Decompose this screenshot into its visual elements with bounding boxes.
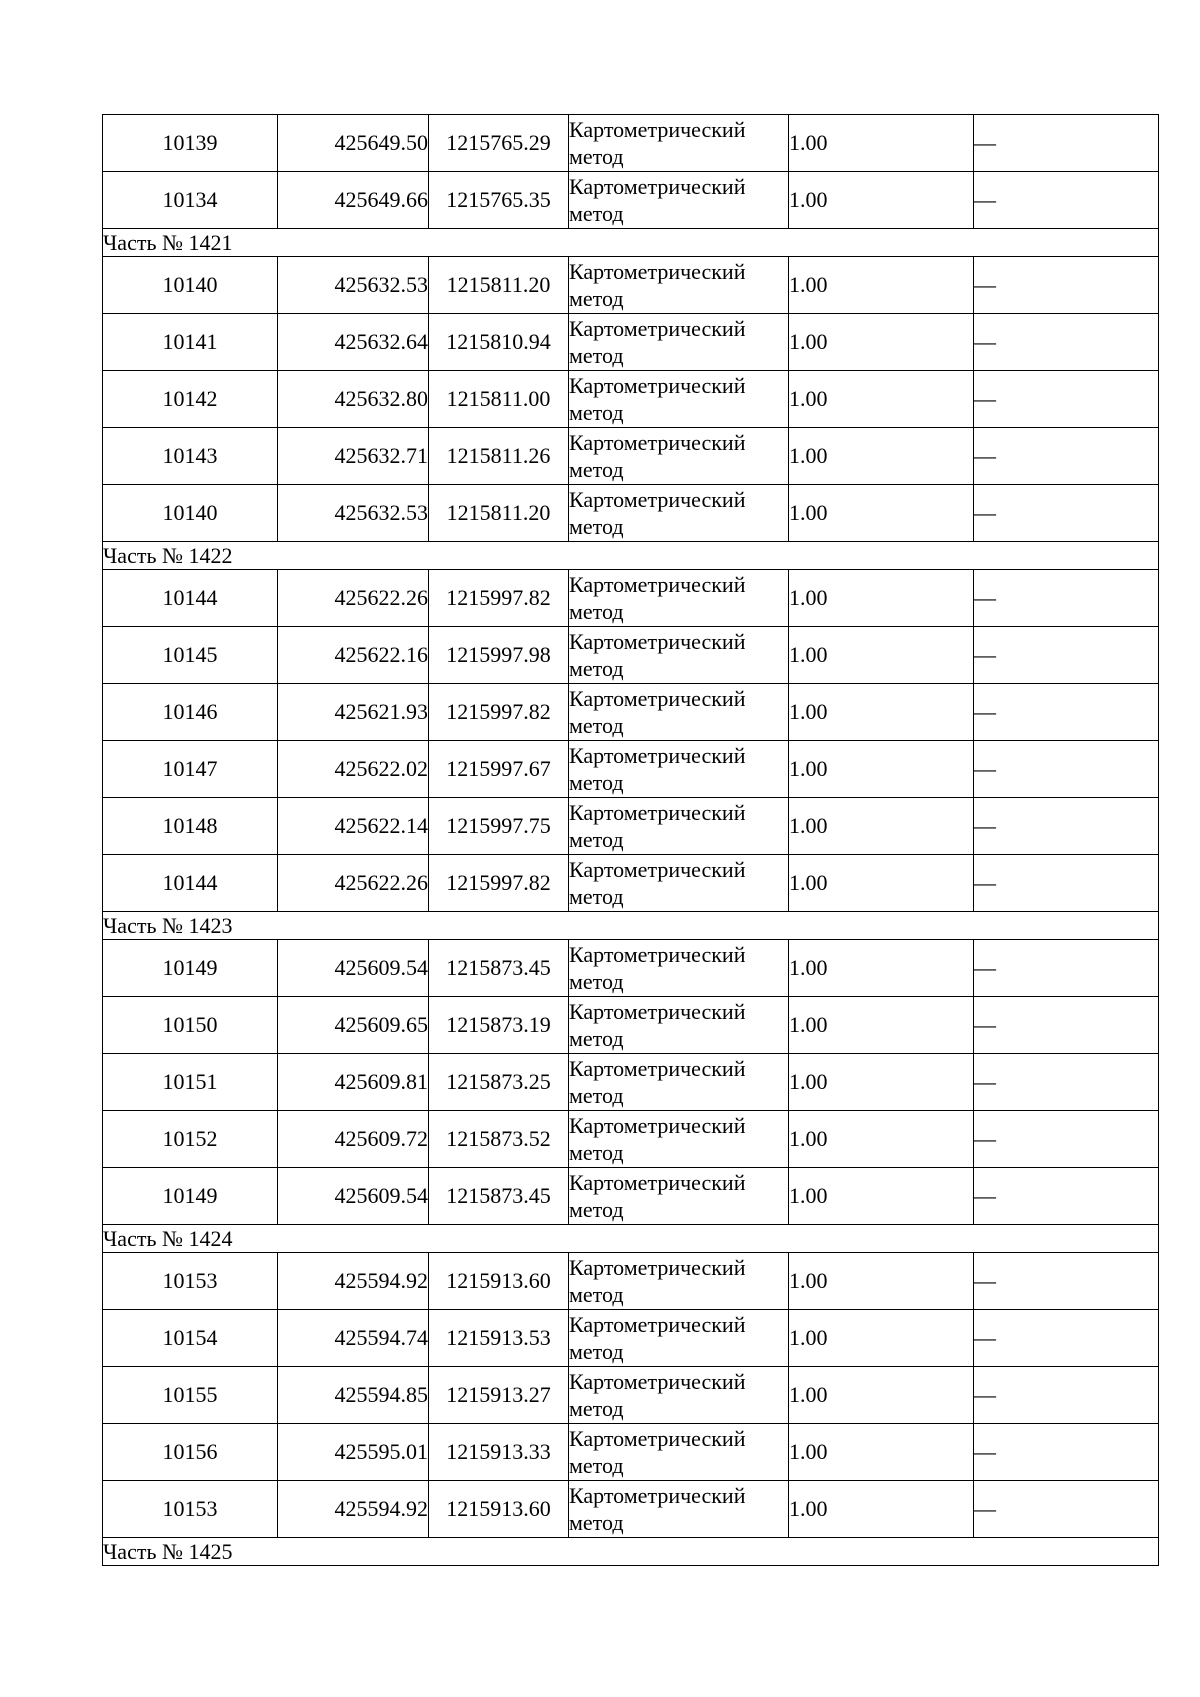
method-cell	[569, 684, 789, 741]
part-label: Часть № 1422	[103, 542, 1159, 570]
point-number-cell: 10142	[103, 371, 278, 428]
method-text-line2: метод	[569, 1140, 624, 1165]
method-text-line2: метод	[569, 1083, 624, 1108]
method-cell	[569, 115, 789, 172]
description-cell: —	[974, 1168, 1159, 1225]
x-coordinate-cell: 425621.93	[278, 684, 429, 741]
accuracy-cell: 1.00	[789, 257, 974, 314]
x-coordinate-cell: 425632.64	[278, 314, 429, 371]
accuracy-cell: 1.00	[789, 627, 974, 684]
y-coordinate-cell: 1215997.98	[429, 627, 569, 684]
method-text-line2: метод	[569, 656, 624, 681]
description-cell: —	[974, 371, 1159, 428]
table-row	[103, 1481, 1159, 1538]
method-text-line2: метод	[569, 1197, 624, 1222]
method-text-line1: Картометрический	[569, 857, 746, 882]
point-number-cell: 10141	[103, 314, 278, 371]
description-cell: —	[974, 257, 1159, 314]
y-coordinate-cell: 1215997.75	[429, 798, 569, 855]
method-cell	[569, 1253, 789, 1310]
table-row	[103, 1111, 1159, 1168]
accuracy-cell: 1.00	[789, 855, 974, 912]
x-coordinate-cell: 425609.72	[278, 1111, 429, 1168]
point-number-cell: 10154	[103, 1310, 278, 1367]
method-text-line1: Картометрический	[569, 629, 746, 654]
method-text-line2: метод	[569, 286, 624, 311]
method-text-line1: Картометрический	[569, 487, 746, 512]
part-header-row	[103, 1538, 1159, 1566]
method-cell	[569, 1424, 789, 1481]
method-text-line1: Картометрический	[569, 430, 746, 455]
description-cell: —	[974, 1310, 1159, 1367]
method-cell	[569, 627, 789, 684]
x-coordinate-cell: 425609.54	[278, 1168, 429, 1225]
x-coordinate-cell: 425622.26	[278, 855, 429, 912]
y-coordinate-cell: 1215765.29	[429, 115, 569, 172]
x-coordinate-cell: 425595.01	[278, 1424, 429, 1481]
method-text-line1: Картометрический	[569, 686, 746, 711]
y-coordinate-cell: 1215913.33	[429, 1424, 569, 1481]
description-cell: —	[974, 1054, 1159, 1111]
method-cell	[569, 570, 789, 627]
method-cell	[569, 855, 789, 912]
y-coordinate-cell: 1215873.45	[429, 940, 569, 997]
x-coordinate-cell: 425632.71	[278, 428, 429, 485]
method-text-line1: Картометрический	[569, 572, 746, 597]
method-cell	[569, 997, 789, 1054]
y-coordinate-cell: 1215997.82	[429, 855, 569, 912]
x-coordinate-cell: 425622.02	[278, 741, 429, 798]
x-coordinate-cell: 425594.74	[278, 1310, 429, 1367]
table-row	[103, 1424, 1159, 1481]
y-coordinate-cell: 1215997.82	[429, 570, 569, 627]
point-number-cell: 10149	[103, 940, 278, 997]
method-cell	[569, 314, 789, 371]
part-header-row	[103, 1225, 1159, 1253]
method-text-line1: Картометрический	[569, 1483, 746, 1508]
method-text-line1: Картометрический	[569, 1113, 746, 1138]
y-coordinate-cell: 1215997.82	[429, 684, 569, 741]
description-cell: —	[974, 172, 1159, 229]
method-text-line2: метод	[569, 1026, 624, 1051]
accuracy-cell: 1.00	[789, 172, 974, 229]
table-row	[103, 684, 1159, 741]
description-cell: —	[974, 741, 1159, 798]
point-number-cell: 10146	[103, 684, 278, 741]
method-text-line2: метод	[569, 969, 624, 994]
description-cell: —	[974, 1424, 1159, 1481]
method-text-line1: Картометрический	[569, 743, 746, 768]
method-cell	[569, 1481, 789, 1538]
accuracy-cell: 1.00	[789, 1111, 974, 1168]
table-row	[103, 115, 1159, 172]
y-coordinate-cell: 1215873.52	[429, 1111, 569, 1168]
accuracy-cell: 1.00	[789, 428, 974, 485]
method-text-line1: Картометрический	[569, 1312, 746, 1337]
part-header-row	[103, 542, 1159, 570]
point-number-cell: 10148	[103, 798, 278, 855]
description-cell: —	[974, 997, 1159, 1054]
x-coordinate-cell: 425609.65	[278, 997, 429, 1054]
accuracy-cell: 1.00	[789, 371, 974, 428]
table-row	[103, 1367, 1159, 1424]
method-text-line2: метод	[569, 599, 624, 624]
point-number-cell: 10144	[103, 570, 278, 627]
table-row	[103, 627, 1159, 684]
x-coordinate-cell: 425622.26	[278, 570, 429, 627]
method-text-line1: Картометрический	[569, 117, 746, 142]
accuracy-cell: 1.00	[789, 741, 974, 798]
method-cell	[569, 1111, 789, 1168]
method-text-line1: Картометрический	[569, 316, 746, 341]
y-coordinate-cell: 1215873.25	[429, 1054, 569, 1111]
method-cell	[569, 257, 789, 314]
accuracy-cell: 1.00	[789, 1054, 974, 1111]
accuracy-cell: 1.00	[789, 684, 974, 741]
method-text-line2: метод	[569, 827, 624, 852]
method-text-line1: Картометрический	[569, 259, 746, 284]
table-row	[103, 428, 1159, 485]
part-label: Часть № 1424	[103, 1225, 1159, 1253]
method-text-line1: Картометрический	[569, 942, 746, 967]
table-row	[103, 1310, 1159, 1367]
x-coordinate-cell: 425649.50	[278, 115, 429, 172]
table-row	[103, 1168, 1159, 1225]
x-coordinate-cell: 425594.85	[278, 1367, 429, 1424]
x-coordinate-cell: 425622.14	[278, 798, 429, 855]
table-row	[103, 997, 1159, 1054]
accuracy-cell: 1.00	[789, 997, 974, 1054]
method-text-line1: Картометрический	[569, 373, 746, 398]
method-text-line2: метод	[569, 1282, 624, 1307]
point-number-cell: 10140	[103, 257, 278, 314]
table-row	[103, 940, 1159, 997]
table-body	[103, 115, 1159, 1566]
point-number-cell: 10143	[103, 428, 278, 485]
accuracy-cell: 1.00	[789, 314, 974, 371]
description-cell: —	[974, 684, 1159, 741]
part-label: Часть № 1425	[103, 1538, 1159, 1566]
method-text-line1: Картометрический	[569, 1426, 746, 1451]
x-coordinate-cell: 425609.54	[278, 940, 429, 997]
x-coordinate-cell: 425632.53	[278, 485, 429, 542]
point-number-cell: 10134	[103, 172, 278, 229]
accuracy-cell: 1.00	[789, 570, 974, 627]
method-text-line1: Картометрический	[569, 1255, 746, 1280]
method-text-line1: Картометрический	[569, 1056, 746, 1081]
description-cell: —	[974, 627, 1159, 684]
method-text-line2: метод	[569, 713, 624, 738]
y-coordinate-cell: 1215811.00	[429, 371, 569, 428]
method-cell	[569, 1367, 789, 1424]
method-text-line1: Картометрический	[569, 174, 746, 199]
table-row	[103, 314, 1159, 371]
method-text-line2: метод	[569, 1453, 624, 1478]
point-number-cell: 10140	[103, 485, 278, 542]
method-cell	[569, 1168, 789, 1225]
part-label: Часть № 1421	[103, 229, 1159, 257]
description-cell: —	[974, 428, 1159, 485]
y-coordinate-cell: 1215811.20	[429, 257, 569, 314]
method-cell	[569, 1310, 789, 1367]
y-coordinate-cell: 1215873.19	[429, 997, 569, 1054]
part-header-row	[103, 912, 1159, 940]
description-cell: —	[974, 314, 1159, 371]
point-number-cell: 10144	[103, 855, 278, 912]
x-coordinate-cell: 425632.80	[278, 371, 429, 428]
point-number-cell: 10153	[103, 1481, 278, 1538]
method-text-line2: метод	[569, 144, 624, 169]
description-cell: —	[974, 1367, 1159, 1424]
table-row	[103, 172, 1159, 229]
method-cell	[569, 741, 789, 798]
table-row	[103, 798, 1159, 855]
table-row	[103, 741, 1159, 798]
point-number-cell: 10153	[103, 1253, 278, 1310]
part-header-row	[103, 229, 1159, 257]
method-cell	[569, 798, 789, 855]
point-number-cell: 10139	[103, 115, 278, 172]
table-row	[103, 371, 1159, 428]
method-text-line2: метод	[569, 884, 624, 909]
table-row	[103, 855, 1159, 912]
y-coordinate-cell: 1215765.35	[429, 172, 569, 229]
y-coordinate-cell: 1215810.94	[429, 314, 569, 371]
method-text-line2: метод	[569, 457, 624, 482]
accuracy-cell: 1.00	[789, 940, 974, 997]
y-coordinate-cell: 1215997.67	[429, 741, 569, 798]
point-number-cell: 10147	[103, 741, 278, 798]
point-number-cell: 10145	[103, 627, 278, 684]
method-text-line1: Картометрический	[569, 800, 746, 825]
description-cell: —	[974, 798, 1159, 855]
method-cell	[569, 428, 789, 485]
accuracy-cell: 1.00	[789, 1481, 974, 1538]
description-cell: —	[974, 940, 1159, 997]
coordinates-table	[102, 114, 1159, 1566]
x-coordinate-cell: 425594.92	[278, 1253, 429, 1310]
point-number-cell: 10155	[103, 1367, 278, 1424]
y-coordinate-cell: 1215913.53	[429, 1310, 569, 1367]
method-cell	[569, 940, 789, 997]
method-text-line2: метод	[569, 343, 624, 368]
accuracy-cell: 1.00	[789, 1367, 974, 1424]
description-cell: —	[974, 1481, 1159, 1538]
part-label: Часть № 1423	[103, 912, 1159, 940]
description-cell: —	[974, 485, 1159, 542]
table-row	[103, 485, 1159, 542]
x-coordinate-cell: 425609.81	[278, 1054, 429, 1111]
accuracy-cell: 1.00	[789, 1424, 974, 1481]
method-text-line2: метод	[569, 400, 624, 425]
table-row	[103, 1253, 1159, 1310]
method-cell	[569, 172, 789, 229]
method-text-line2: метод	[569, 1510, 624, 1535]
point-number-cell: 10156	[103, 1424, 278, 1481]
x-coordinate-cell: 425649.66	[278, 172, 429, 229]
method-cell	[569, 371, 789, 428]
y-coordinate-cell: 1215873.45	[429, 1168, 569, 1225]
method-text-line2: метод	[569, 201, 624, 226]
accuracy-cell: 1.00	[789, 1168, 974, 1225]
table-row	[103, 1054, 1159, 1111]
accuracy-cell: 1.00	[789, 798, 974, 855]
y-coordinate-cell: 1215811.20	[429, 485, 569, 542]
accuracy-cell: 1.00	[789, 1310, 974, 1367]
table-row	[103, 570, 1159, 627]
y-coordinate-cell: 1215913.60	[429, 1253, 569, 1310]
method-cell	[569, 1054, 789, 1111]
method-text-line2: метод	[569, 1396, 624, 1421]
method-text-line2: метод	[569, 1339, 624, 1364]
x-coordinate-cell: 425622.16	[278, 627, 429, 684]
description-cell: —	[974, 1111, 1159, 1168]
method-text-line1: Картометрический	[569, 1369, 746, 1394]
accuracy-cell: 1.00	[789, 115, 974, 172]
description-cell: —	[974, 570, 1159, 627]
method-cell	[569, 485, 789, 542]
table-row	[103, 257, 1159, 314]
accuracy-cell: 1.00	[789, 1253, 974, 1310]
x-coordinate-cell: 425632.53	[278, 257, 429, 314]
point-number-cell: 10150	[103, 997, 278, 1054]
y-coordinate-cell: 1215913.60	[429, 1481, 569, 1538]
method-text-line1: Картометрический	[569, 1170, 746, 1195]
point-number-cell: 10152	[103, 1111, 278, 1168]
description-cell: —	[974, 855, 1159, 912]
point-number-cell: 10151	[103, 1054, 278, 1111]
method-text-line1: Картометрический	[569, 999, 746, 1024]
method-text-line2: метод	[569, 770, 624, 795]
description-cell: —	[974, 1253, 1159, 1310]
y-coordinate-cell: 1215811.26	[429, 428, 569, 485]
point-number-cell: 10149	[103, 1168, 278, 1225]
x-coordinate-cell: 425594.92	[278, 1481, 429, 1538]
accuracy-cell: 1.00	[789, 485, 974, 542]
method-text-line2: метод	[569, 514, 624, 539]
y-coordinate-cell: 1215913.27	[429, 1367, 569, 1424]
description-cell: —	[974, 115, 1159, 172]
